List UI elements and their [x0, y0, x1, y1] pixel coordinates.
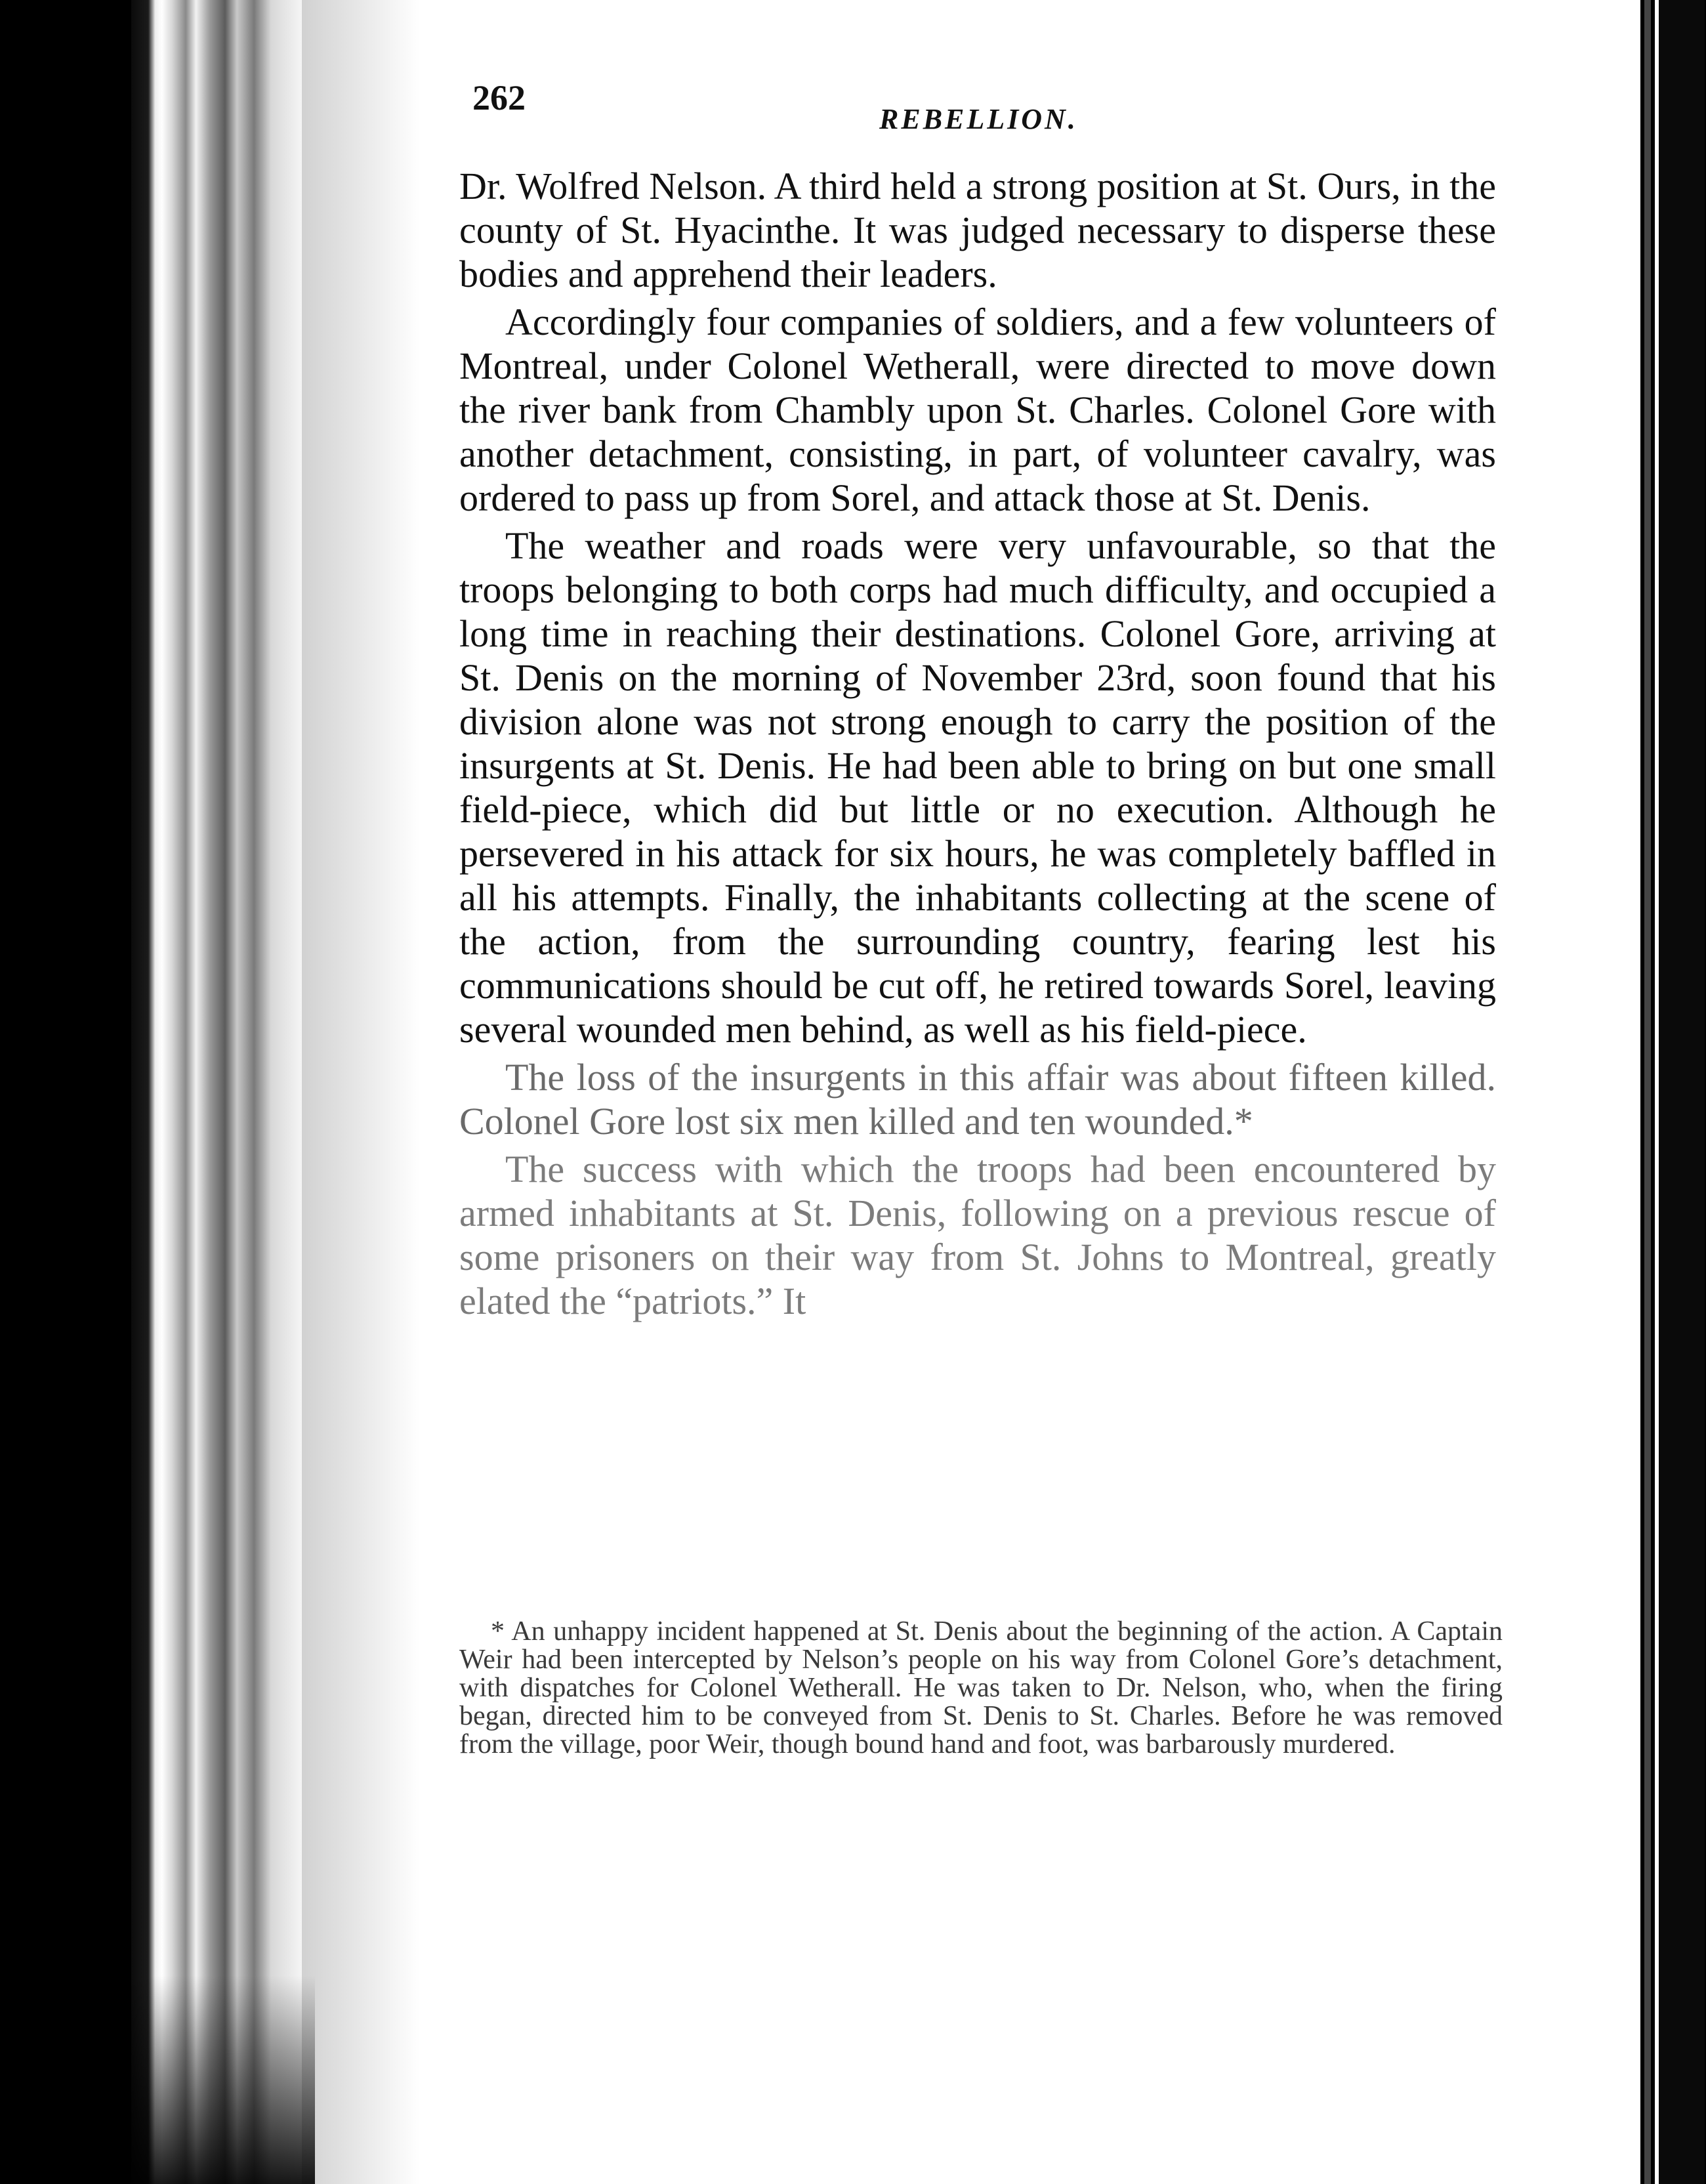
footnote-text: * An unhappy incident happened at St. Denis about the beginning of the action. A Captain Weir had been intercepted by Nelson’s people on his way from Colonel Gore’s detachment, with dispatches for Colonel Wetherall. He was taken to Dr. Nelson, who, when the firing began, directed him to be conveyed from St. Denis to St. Charles. Before he was removed from the village, poor Weir, though bound hand and foot, was barbarously murdered. — [459, 1616, 1503, 1759]
paragraph-5: The success with which the troops had been encountered by armed inhabitants at St. Denis, following on a previous rescue of some prisoners on their way from St. Johns to Montreal, greatly elated the “patriots.” It — [459, 1148, 1496, 1322]
page-number: 262 — [472, 78, 526, 117]
scanner-left-margin — [0, 0, 131, 2184]
book-edge-shadow — [0, 1975, 315, 2184]
book-page-edges — [131, 0, 302, 2184]
page-header — [459, 72, 1509, 151]
body-text — [459, 164, 1496, 1327]
paragraph-1: Dr. Wolfred Nelson. A third held a strong position at St. Ours, in the county of St. Hyacinthe. It was judged necessary to disperse these bodies and apprehend their leaders. — [459, 165, 1496, 295]
paragraph-4: The loss of the insurgents in this affair was about fifteen killed. Colonel Gore lost six men killed and ten wounded.* — [459, 1056, 1496, 1143]
gutter-shadow — [302, 0, 420, 2184]
book-page — [459, 72, 1509, 2041]
paragraph-3: The weather and roads were very unfavourable, so that the troops belonging to both corps had much difficulty, and occupied a long time in reaching their destinations. Colonel Gore, arriving at St. Denis on the morning of November 23rd, soon found that his division alone was not strong enough to carry the position of the insurgents at St. Denis. He had been able to bring on but one small field-piece, which did but little or no execution. Although he persevered in his attack for six hours, he was completely baffled in all his attempts. Finally, the inhabitants collecting at the scene of the action, from the surrounding country, fearing lest his communications should be cut off, he retired towards Sorel, leaving several wounded men behind, as well as his field-piece. — [459, 524, 1496, 1051]
scanner-right-margin — [1640, 0, 1706, 2184]
footnote — [459, 1618, 1503, 1759]
paragraph-2: Accordingly four companies of soldiers, and a few volunteers of Montreal, under Colonel Wetherall, were directed to move down the river bank from Chambly upon St. Charles. Colonel Gore with another detachment, consisting, in part, of volunteer cavalry, was ordered to pass up from Sorel, and attack those at St. Denis. — [459, 301, 1496, 519]
running-head: REBELLION. — [879, 103, 1078, 135]
